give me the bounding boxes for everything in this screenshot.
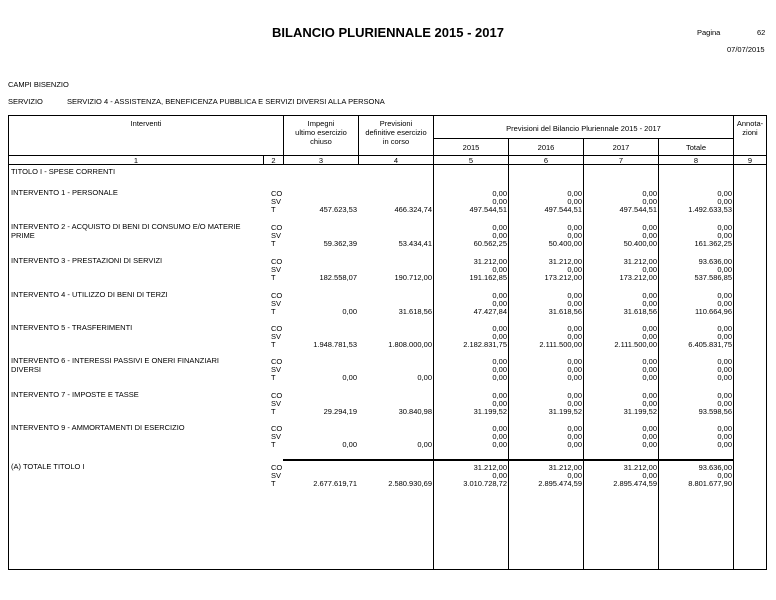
row-value: 0,00 bbox=[717, 365, 732, 374]
col-previsioni-bilancio: Previsioni del Bilancio Pluriennale 2015 - 2017 bbox=[506, 124, 661, 133]
report-title: BILANCIO PLURIENNALE 2015 - 2017 bbox=[272, 25, 504, 40]
col-number: 8 bbox=[693, 156, 699, 165]
page-label: Pagina bbox=[697, 28, 721, 37]
row-value: 2.677.619,71 bbox=[313, 479, 357, 488]
row-value: 0,00 bbox=[492, 197, 507, 206]
row-value: 466.324,74 bbox=[394, 205, 432, 214]
row-value: 0,00 bbox=[717, 399, 732, 408]
service-value: SERVIZIO 4 - ASSISTENZA, BENEFICENZA PUBBLICA E SERVIZI DIVERSI ALLA PERSONA bbox=[67, 97, 385, 106]
row-value: 497.544,51 bbox=[469, 205, 507, 214]
row-value: 31.212,00 bbox=[623, 463, 657, 472]
row-value: 0,00 bbox=[567, 357, 582, 366]
row-value: 0,00 bbox=[642, 231, 657, 240]
row-code: SV bbox=[271, 471, 282, 480]
report-date: 07/07/2015 bbox=[727, 45, 765, 54]
row-value: 0,00 bbox=[717, 332, 732, 341]
row-value: 0,00 bbox=[492, 223, 507, 232]
row-value: 0,00 bbox=[642, 365, 657, 374]
row-value: 0,00 bbox=[717, 391, 732, 400]
row-value: 31.212,00 bbox=[473, 257, 507, 266]
row-value: 0,00 bbox=[567, 365, 582, 374]
row-value: 2.580.930,69 bbox=[388, 479, 432, 488]
row-value: 0,00 bbox=[717, 299, 732, 308]
row-value: 50.400,00 bbox=[548, 239, 582, 248]
row-label: INTERVENTO 3 - PRESTAZIONI DI SERVIZI bbox=[11, 256, 163, 265]
col-number: 9 bbox=[747, 156, 753, 165]
row-label: INTERVENTO 2 - ACQUISTO DI BENI DI CONSUMO E/O MATERIE PRIME bbox=[11, 222, 241, 240]
service-label: SERVIZIO bbox=[8, 97, 43, 106]
row-value: 0,00 bbox=[567, 223, 582, 232]
row-value: 31.618,56 bbox=[623, 307, 657, 316]
row-code: SV bbox=[271, 399, 282, 408]
row-value: 0,00 bbox=[642, 391, 657, 400]
row-value: 0,00 bbox=[567, 265, 582, 274]
row-code: CO bbox=[271, 357, 283, 366]
row-label: INTERVENTO 4 - UTILIZZO DI BENI DI TERZI bbox=[11, 290, 168, 299]
row-value: 0,00 bbox=[567, 197, 582, 206]
row-value: 0,00 bbox=[717, 424, 732, 433]
row-code: SV bbox=[271, 432, 282, 441]
row-code: T bbox=[271, 307, 276, 316]
row-value: 0,00 bbox=[492, 440, 507, 449]
col-number: 6 bbox=[543, 156, 549, 165]
row-value: 0,00 bbox=[417, 440, 432, 449]
row-value: 1.808.000,00 bbox=[388, 340, 432, 349]
col-number: 2 bbox=[271, 156, 276, 165]
row-value: 1.948.781,53 bbox=[313, 340, 357, 349]
row-value: 0,00 bbox=[642, 357, 657, 366]
row-label: INTERVENTO 5 - TRASFERIMENTI bbox=[11, 323, 133, 332]
row-code: SV bbox=[271, 265, 282, 274]
row-value: 0,00 bbox=[717, 357, 732, 366]
row-value: 0,00 bbox=[717, 265, 732, 274]
row-value: 0,00 bbox=[492, 324, 507, 333]
row-code: CO bbox=[271, 291, 283, 300]
row-code: T bbox=[271, 440, 276, 449]
row-value: 0,00 bbox=[492, 391, 507, 400]
row-value: 110.664,96 bbox=[695, 307, 732, 316]
row-value: 31.199,52 bbox=[548, 407, 582, 416]
row-value: 0,00 bbox=[717, 440, 732, 449]
row-code: SV bbox=[271, 299, 282, 308]
row-value: 2.182.831,75 bbox=[463, 340, 507, 349]
row-value: 0,00 bbox=[642, 373, 657, 382]
row-value: 0,00 bbox=[567, 399, 582, 408]
page-number: 62 bbox=[757, 28, 766, 37]
row-code: T bbox=[271, 373, 276, 382]
row-value: 0,00 bbox=[567, 231, 582, 240]
row-code: CO bbox=[271, 257, 283, 266]
row-value: 0,00 bbox=[492, 291, 507, 300]
row-code: T bbox=[271, 205, 276, 214]
col-impegni: Impegni ultimo esercizio chiuso bbox=[295, 119, 347, 146]
col-number: 4 bbox=[393, 156, 399, 165]
row-value: 47.427,84 bbox=[473, 307, 507, 316]
row-value: 93.636,00 bbox=[698, 257, 732, 266]
row-value: 0,00 bbox=[642, 332, 657, 341]
section-title: TITOLO I - SPESE CORRENTI bbox=[11, 167, 116, 176]
row-value: 0,00 bbox=[492, 189, 507, 198]
col-number: 1 bbox=[133, 156, 139, 165]
row-value: 31.618,56 bbox=[548, 307, 582, 316]
row-value: 3.010.728,72 bbox=[463, 479, 507, 488]
row-label: INTERVENTO 1 - PERSONALE bbox=[11, 188, 118, 197]
row-value: 0,00 bbox=[717, 291, 732, 300]
row-value: 497.544,51 bbox=[619, 205, 657, 214]
row-value: 0,00 bbox=[567, 440, 582, 449]
row-label: (A) TOTALE TITOLO I bbox=[11, 462, 85, 471]
row-value: 0,00 bbox=[717, 223, 732, 232]
row-value: 0,00 bbox=[642, 399, 657, 408]
row-value: 1.492.633,53 bbox=[688, 205, 732, 214]
row-value: 0,00 bbox=[642, 299, 657, 308]
entity-name: CAMPI BISENZIO bbox=[8, 80, 69, 89]
row-value: 2.895.474,59 bbox=[538, 479, 582, 488]
row-value: 2.895.474,59 bbox=[613, 479, 657, 488]
col-number: 3 bbox=[318, 156, 324, 165]
row-value: 0,00 bbox=[342, 440, 357, 449]
row-label: INTERVENTO 9 - AMMORTAMENTI DI ESERCIZIO bbox=[11, 423, 185, 432]
row-value: 0,00 bbox=[567, 332, 582, 341]
row-value: 0,00 bbox=[492, 424, 507, 433]
row-value: 182.558,07 bbox=[319, 273, 357, 282]
row-value: 0,00 bbox=[567, 324, 582, 333]
row-label: INTERVENTO 6 - INTERESSI PASSIVI E ONERI FINANZIARI DIVERSI bbox=[11, 356, 219, 374]
row-value: 0,00 bbox=[717, 197, 732, 206]
row-value: 0,00 bbox=[717, 189, 732, 198]
row-value: 190.712,00 bbox=[394, 273, 432, 282]
row-code: T bbox=[271, 239, 276, 248]
row-value: 0,00 bbox=[717, 231, 732, 240]
row-code: CO bbox=[271, 463, 283, 472]
row-value: 0,00 bbox=[492, 299, 507, 308]
row-value: 93.598,56 bbox=[698, 407, 732, 416]
row-value: 0,00 bbox=[492, 332, 507, 341]
row-value: 0,00 bbox=[717, 373, 732, 382]
row-value: 53.434,41 bbox=[398, 239, 432, 248]
row-value: 50.400,00 bbox=[623, 239, 657, 248]
row-value: 0,00 bbox=[717, 471, 732, 480]
col-2016: 2016 bbox=[537, 143, 555, 152]
row-value: 31.212,00 bbox=[623, 257, 657, 266]
col-number: 7 bbox=[618, 156, 624, 165]
row-value: 0,00 bbox=[642, 432, 657, 441]
row-value: 0,00 bbox=[492, 399, 507, 408]
row-value: 0,00 bbox=[642, 424, 657, 433]
row-value: 0,00 bbox=[642, 471, 657, 480]
row-value: 0,00 bbox=[567, 391, 582, 400]
row-value: 497.544,51 bbox=[544, 205, 582, 214]
row-value: 31.199,52 bbox=[623, 407, 657, 416]
row-value: 0,00 bbox=[492, 365, 507, 374]
row-value: 0,00 bbox=[717, 324, 732, 333]
row-value: 93.636,00 bbox=[698, 463, 732, 472]
row-value: 0,00 bbox=[642, 189, 657, 198]
row-value: 8.801.677,90 bbox=[688, 479, 732, 488]
row-code: CO bbox=[271, 391, 283, 400]
row-code: SV bbox=[271, 197, 282, 206]
row-value: 0,00 bbox=[567, 291, 582, 300]
col-2017: 2017 bbox=[612, 143, 630, 152]
row-code: T bbox=[271, 407, 276, 416]
row-value: 0,00 bbox=[642, 223, 657, 232]
col-previsioni: Previsioni definitive esercizio in corso bbox=[365, 119, 427, 146]
row-value: 0,00 bbox=[342, 307, 357, 316]
col-2015: 2015 bbox=[462, 143, 480, 152]
col-totale: Totale bbox=[685, 143, 706, 152]
row-value: 2.111.500,00 bbox=[539, 340, 582, 349]
row-label: INTERVENTO 7 - IMPOSTE E TASSE bbox=[11, 390, 139, 399]
row-value: 2.111.500,00 bbox=[614, 340, 657, 349]
row-value: 60.562,25 bbox=[473, 239, 507, 248]
row-value: 537.586,85 bbox=[694, 273, 732, 282]
row-value: 0,00 bbox=[642, 197, 657, 206]
row-value: 0,00 bbox=[567, 432, 582, 441]
col-interventi: Interventi bbox=[130, 119, 162, 128]
row-value: 0,00 bbox=[492, 432, 507, 441]
row-code: SV bbox=[271, 365, 282, 374]
row-value: 6.405.831,75 bbox=[688, 340, 732, 349]
row-value: 0,00 bbox=[717, 432, 732, 441]
row-value: 0,00 bbox=[567, 471, 582, 480]
row-value: 30.840,98 bbox=[398, 407, 432, 416]
col-annotazioni: Annota- zioni bbox=[736, 119, 764, 137]
row-value: 0,00 bbox=[567, 189, 582, 198]
row-value: 173.212,00 bbox=[544, 273, 582, 282]
row-value: 0,00 bbox=[492, 471, 507, 480]
row-value: 457.623,53 bbox=[319, 205, 357, 214]
row-value: 31.618,56 bbox=[398, 307, 432, 316]
row-code: CO bbox=[271, 189, 283, 198]
row-code: SV bbox=[271, 231, 282, 240]
row-value: 191.162,85 bbox=[469, 273, 507, 282]
row-code: T bbox=[271, 479, 276, 488]
row-code: CO bbox=[271, 324, 283, 333]
row-code: CO bbox=[271, 223, 283, 232]
row-value: 173.212,00 bbox=[619, 273, 657, 282]
row-value: 31.212,00 bbox=[548, 257, 582, 266]
row-code: T bbox=[271, 340, 276, 349]
row-value: 0,00 bbox=[417, 373, 432, 382]
row-value: 0,00 bbox=[567, 299, 582, 308]
row-code: CO bbox=[271, 424, 283, 433]
row-value: 0,00 bbox=[642, 324, 657, 333]
row-value: 0,00 bbox=[492, 265, 507, 274]
col-number: 5 bbox=[468, 156, 474, 165]
row-value: 0,00 bbox=[492, 373, 507, 382]
row-value: 0,00 bbox=[567, 373, 582, 382]
row-value: 0,00 bbox=[642, 440, 657, 449]
row-value: 31.212,00 bbox=[473, 463, 507, 472]
row-value: 0,00 bbox=[492, 231, 507, 240]
row-value: 161.362,25 bbox=[694, 239, 732, 248]
row-value: 0,00 bbox=[342, 373, 357, 382]
row-value: 0,00 bbox=[642, 265, 657, 274]
row-code: T bbox=[271, 273, 276, 282]
row-value: 0,00 bbox=[492, 357, 507, 366]
row-value: 0,00 bbox=[567, 424, 582, 433]
row-code: SV bbox=[271, 332, 282, 341]
row-value: 31.212,00 bbox=[548, 463, 582, 472]
row-value: 0,00 bbox=[642, 291, 657, 300]
row-value: 31.199,52 bbox=[473, 407, 507, 416]
row-value: 59.362,39 bbox=[323, 239, 357, 248]
row-value: 29.294,19 bbox=[323, 407, 357, 416]
